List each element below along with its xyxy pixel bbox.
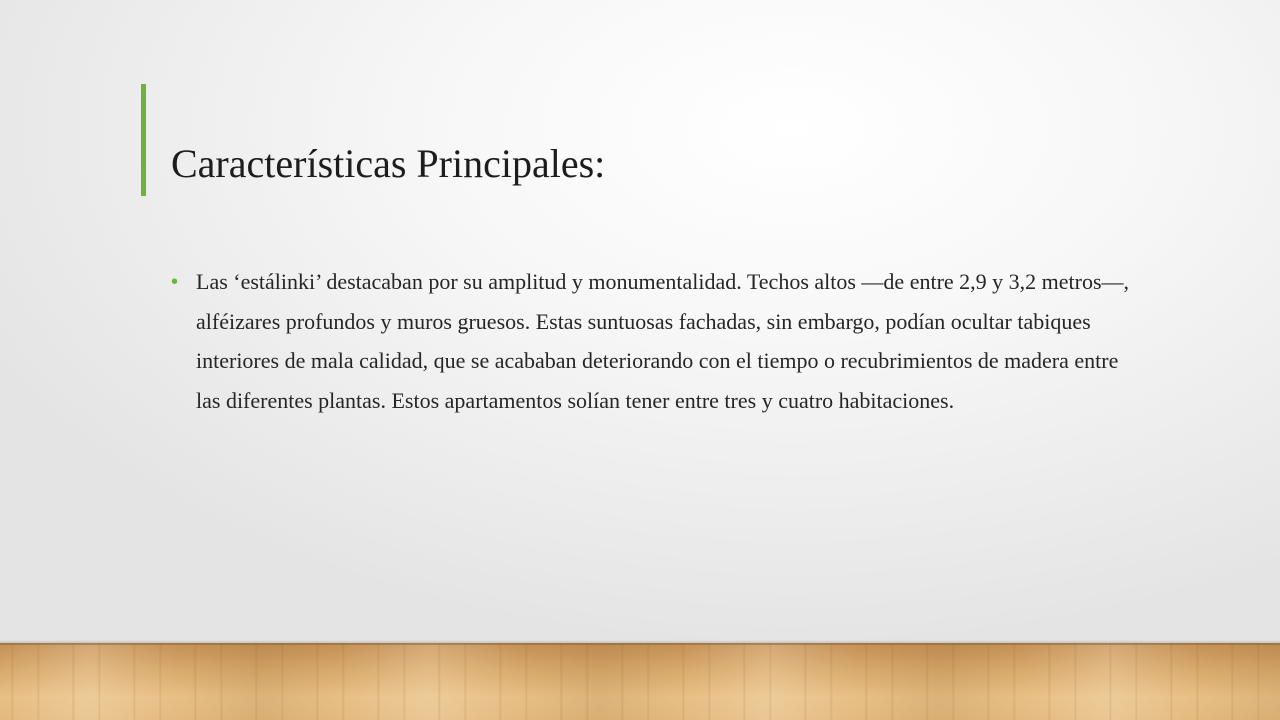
floor-edge [0,643,1280,645]
title-accent-bar [141,84,146,196]
wood-floor [0,643,1280,720]
bullet-dot-icon: • [171,271,179,293]
slide-content [170,262,1160,420]
bullet-text: Las ‘estálinki’ destacaban por su amplitud y monumentalidad. Techos altos —de entre 2,9 y 3,2 metros—, alféizares profundos y muros gruesos. Estas suntuosas fachadas, sin embargo, podían ocultar tabiques interiores de mala calidad, que se acababan deteriorando con el tiempo o recubrimientos de madera entre las diferentes plantas. Estos apartamentos solían tener entre tres y cuatro habitaciones. [196,269,1130,413]
slide-title: Características Principales: [171,141,606,186]
bullet-item [170,262,1160,420]
